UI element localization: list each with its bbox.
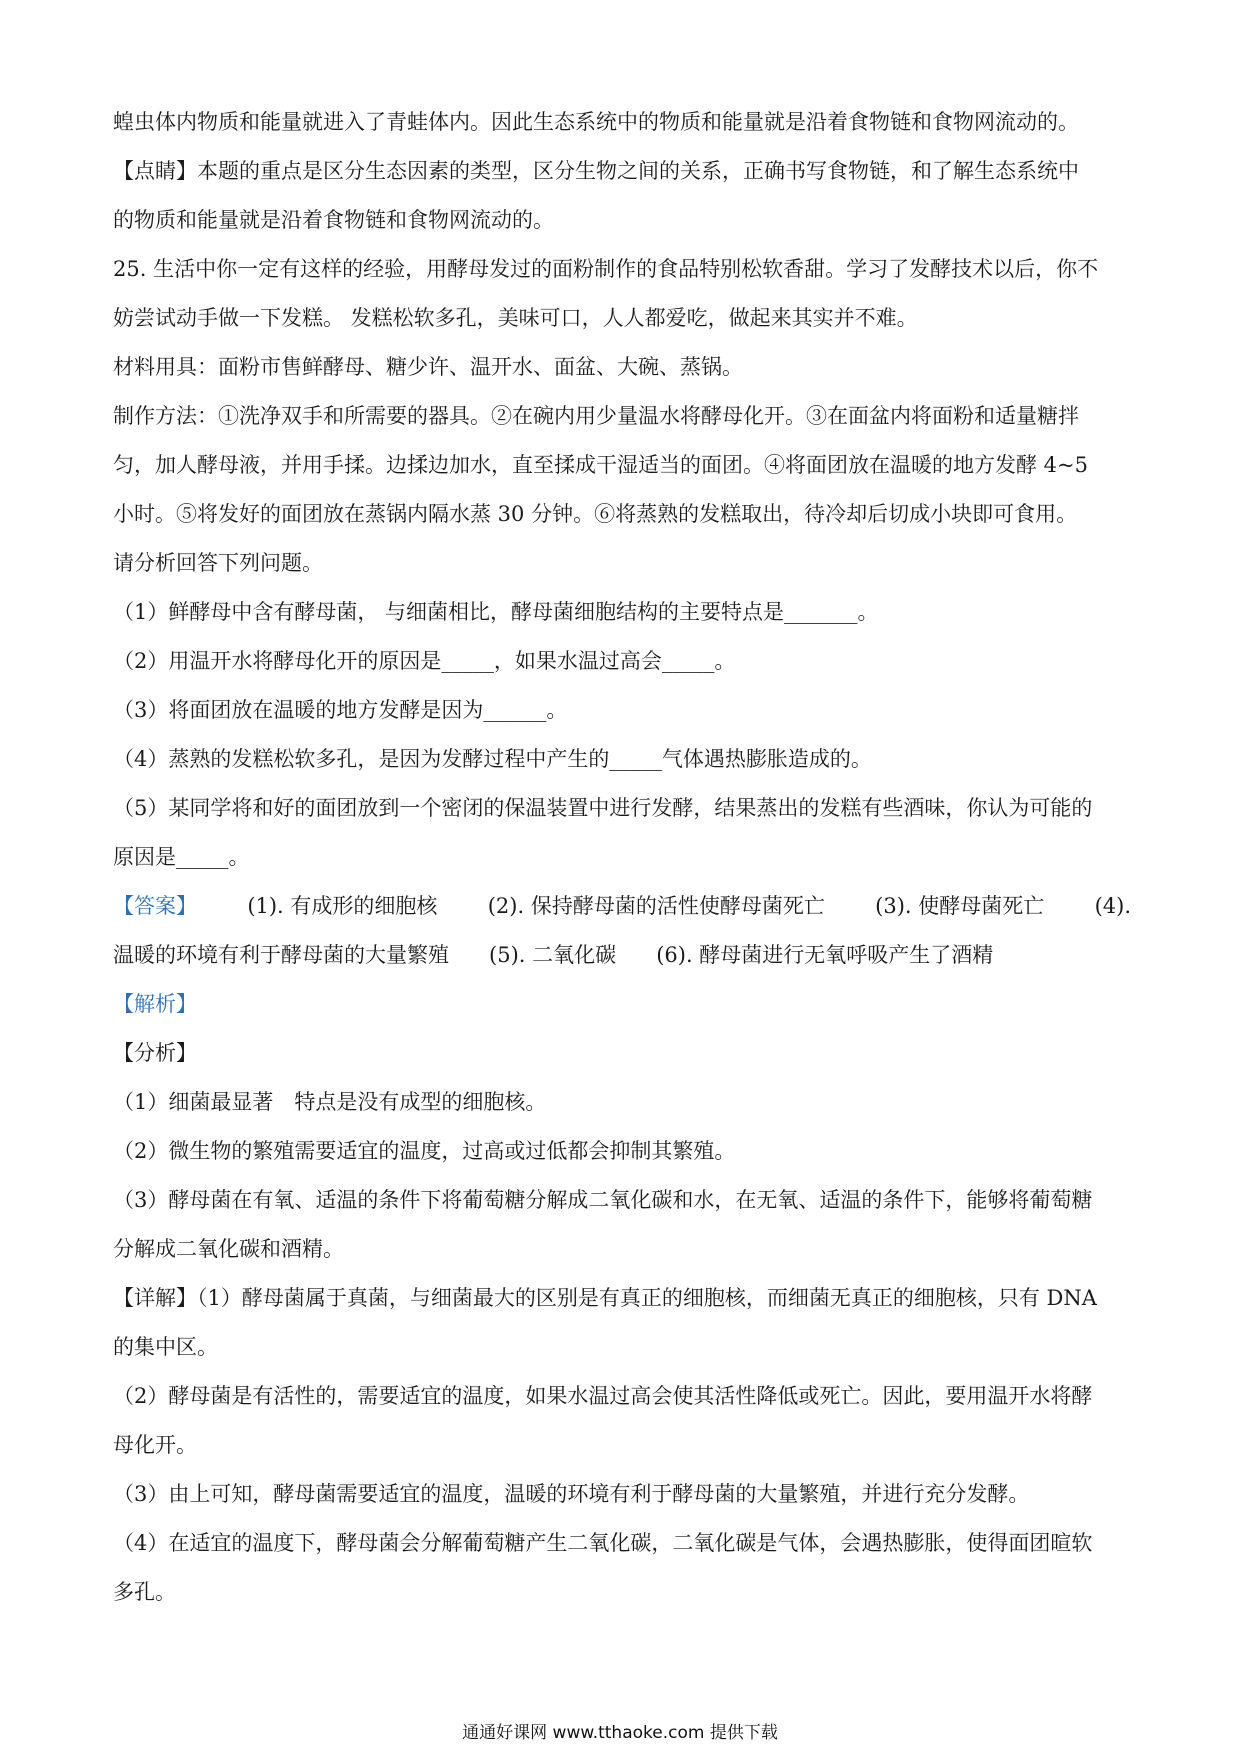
paragraph: 【点睛】本题的重点是区分生态因素的类型，区分生物之间的关系，正确书写食物链，和了解生态系统中 (113, 159, 1079, 183)
question-item: （5）某同学将和好的面团放到一个密闭的保温装置中进行发酵，结果蒸出的发糕有些酒味，你认为可能的 (113, 796, 1093, 820)
document-body (113, 98, 1131, 1617)
paragraph: 的物质和能量就是沿着食物链和食物网流动的。 (113, 208, 554, 232)
paragraph: 制作方法：①洗净双手和所需要的器具。②在碗内用少量温水将酵母化开。③在面盆内将面粉和适量糖拌 (113, 404, 1079, 428)
analysis-text (113, 1029, 1131, 1617)
paragraph: 蝗虫体内物质和能量就进入了青蛙体内。因此生态系统中的物质和能量就是沿着食物链和食物网流动的。 (113, 110, 1079, 134)
paragraph: 匀，加人酵母液，并用手揉。边揉边加水，直至揉成干湿适当的面团。④将面团放在温暖的地方发酵 4~5 (113, 453, 1088, 477)
paragraph: （3）酵母菌在有氧、适温的条件下将葡萄糖分解成二氧化碳和水，在无氧、适温的条件下，能够将葡萄糖 (113, 1188, 1093, 1212)
page-footer: 通通好课网 www.tthaoke.com 提供下载 (462, 1723, 778, 1743)
answer-row (113, 882, 1131, 931)
paragraph: 的集中区。 (113, 1335, 218, 1359)
question-item: （3）将面团放在温暖的地方发酵是因为______。 (113, 698, 568, 722)
question-text (113, 98, 1131, 882)
paragraph: 请分析回答下列问题。 (113, 551, 323, 575)
paragraph: 母化开。 (113, 1433, 197, 1457)
paragraph: （3）由上可知，酵母菌需要适宜的温度，温暖的环境有利于酵母菌的大量繁殖，并进行充分发酵。 (113, 1482, 1030, 1506)
question-item: （4）蒸熟的发糕松软多孔，是因为发酵过程中产生的_____气体遇热膨胀造成的。 (113, 747, 872, 771)
paragraph: 分解成二氧化碳和酒精。 (113, 1237, 344, 1261)
question-item: （1）鲜酵母中含有酵母菌， 与细菌相比，酵母菌细胞结构的主要特点是_______。 (113, 600, 879, 624)
paragraph: 小时。⑤将发好的面团放在蒸锅内隔水蒸 30 分钟。⑥将蒸熟的发糕取出，待冷却后切成小块即可食用。 (113, 502, 1078, 526)
question-item: 原因是_____。 (113, 845, 250, 869)
answer-item: (1). 有成形的细胞核 (247, 894, 438, 918)
analysis-label: 【解析】 (113, 992, 197, 1016)
answer-item: (3). 使酵母菌死亡 (875, 894, 1045, 918)
paragraph: （1）细菌最显著 特点是没有成型的细胞核。 (113, 1090, 547, 1114)
paragraph: （4）在适宜的温度下，酵母菌会分解葡萄糖产生二氧化碳，二氧化碳是气体，会遇热膨胀，使得面团暄软 (113, 1531, 1093, 1555)
answer-label: 【答案】 (113, 894, 197, 918)
answer-continuation: 温暖的环境有利于酵母菌的大量繁殖 (5). 二氧化碳 (6). 酵母菌进行无氧呼吸产生了酒精 (113, 943, 994, 967)
paragraph: 25. 生活中你一定有这样的经验，用酵母发过的面粉制作的食品特别松软香甜。学习了发酵技术以后，你不 (113, 257, 1099, 281)
paragraph: 【分析】 (113, 1041, 197, 1065)
question-item: （2）用温开水将酵母化开的原因是_____，如果水温过高会_____。 (113, 649, 736, 673)
paragraph: （2）微生物的繁殖需要适宜的温度，过高或过低都会抑制其繁殖。 (113, 1139, 736, 1163)
paragraph: 妨尝试动手做一下发糕。 发糕松软多孔，美味可口，人人都爱吃，做起来其实并不难。 (113, 306, 918, 330)
paragraph: 多孔。 (113, 1580, 176, 1604)
answer-item: (4). (1094, 894, 1131, 918)
paragraph: 材料用具：面粉市售鲜酵母、糖少许、温开水、面盆、大碗、蒸锅。 (113, 355, 743, 379)
answer-item: (2). 保持酵母菌的活性使酵母菌死亡 (487, 894, 825, 918)
paragraph: 【详解】（1）酵母菌属于真菌，与细菌最大的区别是有真正的细胞核，而细菌无真正的细胞核，只有 DNA (113, 1286, 1097, 1310)
paragraph: （2）酵母菌是有活性的，需要适宜的温度，如果水温过高会使其活性降低或死亡。因此，要用温开水将酵 (113, 1384, 1093, 1408)
